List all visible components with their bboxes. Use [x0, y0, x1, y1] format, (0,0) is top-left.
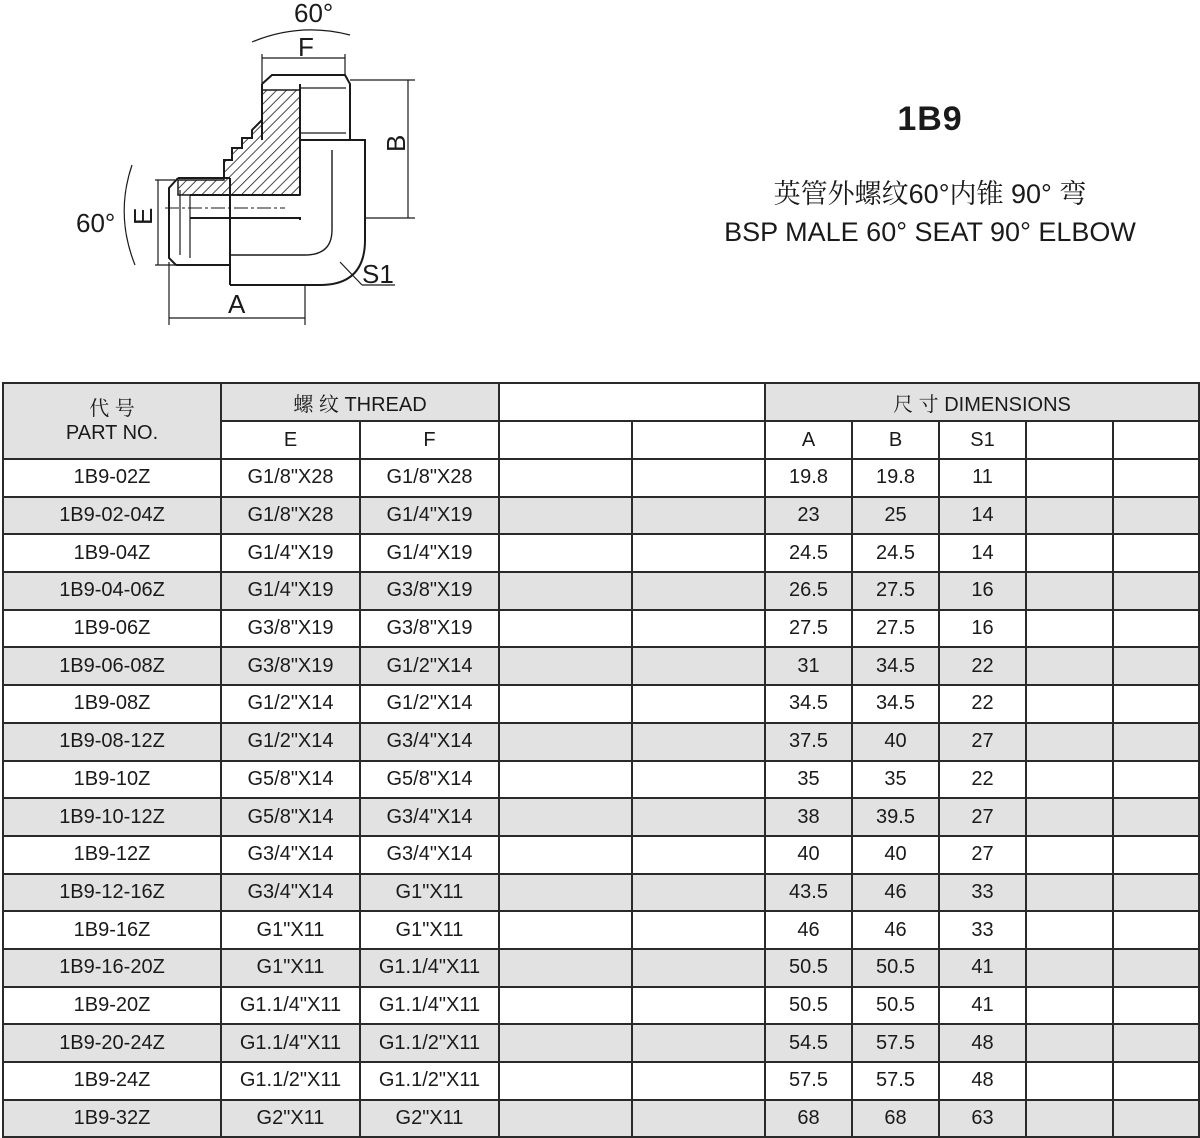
- cell-thread-e: G5/8"X14: [221, 761, 360, 799]
- header-blank-2: [632, 421, 765, 459]
- cell-blank: [632, 685, 765, 723]
- cell-part-number: 1B9-20Z: [3, 987, 221, 1025]
- cell-thread-e: G1/2"X14: [221, 723, 360, 761]
- cell-blank: [1113, 911, 1199, 949]
- cell-dim-s1: 14: [939, 497, 1026, 535]
- cell-dim-a: 40: [765, 836, 852, 874]
- cell-blank: [1113, 647, 1199, 685]
- cell-part-number: 1B9-08Z: [3, 685, 221, 723]
- cell-blank: [632, 911, 765, 949]
- cell-blank: [499, 836, 632, 874]
- cell-blank: [632, 1024, 765, 1062]
- header-part-english: PART NO.: [65, 422, 159, 444]
- table-row: [3, 1024, 1199, 1062]
- cell-blank: [1113, 836, 1199, 874]
- table-row: [3, 534, 1199, 572]
- cell-blank: [499, 987, 632, 1025]
- table-row: [3, 1062, 1199, 1100]
- specification-table: [2, 382, 1200, 1138]
- cell-blank: [1026, 987, 1113, 1025]
- cell-thread-e: G1/2"X14: [221, 685, 360, 723]
- cell-blank: [1026, 836, 1113, 874]
- table-row: [3, 987, 1199, 1025]
- cell-dim-a: 27.5: [765, 610, 852, 648]
- cell-dim-s1: 27: [939, 723, 1026, 761]
- cell-thread-f: G2"X11: [360, 1100, 499, 1138]
- cell-blank: [1026, 874, 1113, 912]
- cell-thread-e: G1/4"X19: [221, 572, 360, 610]
- cell-blank: [1113, 723, 1199, 761]
- cell-dim-b: 27.5: [852, 572, 939, 610]
- header-part-chinese: 代 号: [89, 398, 135, 420]
- dimension-label-f: F: [298, 32, 314, 62]
- cell-dim-b: 34.5: [852, 685, 939, 723]
- cell-blank: [499, 647, 632, 685]
- cell-blank: [632, 761, 765, 799]
- cell-dim-s1: 41: [939, 987, 1026, 1025]
- table-row: [3, 1100, 1199, 1138]
- cell-thread-f: G3/8"X19: [360, 572, 499, 610]
- cell-blank: [632, 836, 765, 874]
- cell-thread-e: G3/8"X19: [221, 610, 360, 648]
- cell-blank: [1026, 798, 1113, 836]
- cell-thread-f: G1.1/4"X11: [360, 949, 499, 987]
- table-row: [3, 761, 1199, 799]
- cell-blank: [1026, 1100, 1113, 1138]
- cell-blank: [1026, 572, 1113, 610]
- cell-blank: [499, 685, 632, 723]
- cell-blank: [1113, 497, 1199, 535]
- cell-blank: [632, 949, 765, 987]
- header-a: A: [765, 421, 852, 459]
- cell-dim-a: 19.8: [765, 459, 852, 497]
- header-blank-1: [499, 421, 632, 459]
- fitting-drawing: [0, 0, 440, 340]
- cell-thread-f: G1/2"X14: [360, 685, 499, 723]
- cell-thread-e: G1/8"X28: [221, 459, 360, 497]
- cell-dim-s1: 27: [939, 798, 1026, 836]
- table-row: [3, 685, 1199, 723]
- model-code: 1B9: [897, 100, 963, 138]
- cell-thread-e: G3/8"X19: [221, 647, 360, 685]
- cell-dim-a: 43.5: [765, 874, 852, 912]
- header-blank-group: [499, 383, 765, 421]
- cell-blank: [1113, 534, 1199, 572]
- cell-blank: [1026, 911, 1113, 949]
- table-row: [3, 911, 1199, 949]
- cell-part-number: 1B9-16Z: [3, 911, 221, 949]
- cell-thread-f: G1/4"X19: [360, 534, 499, 572]
- cell-thread-e: G2"X11: [221, 1100, 360, 1138]
- table-row: [3, 610, 1199, 648]
- cell-blank: [1026, 459, 1113, 497]
- cell-thread-f: G5/8"X14: [360, 761, 499, 799]
- cell-blank: [499, 723, 632, 761]
- subtitle-english: BSP MALE 60° SEAT 90° ELBOW: [724, 217, 1136, 247]
- section-hatch: [178, 90, 300, 195]
- cell-dim-s1: 11: [939, 459, 1026, 497]
- cell-dim-s1: 22: [939, 761, 1026, 799]
- cell-dim-s1: 48: [939, 1024, 1026, 1062]
- cell-dim-b: 25: [852, 497, 939, 535]
- cell-blank: [1113, 685, 1199, 723]
- table-row: [3, 459, 1199, 497]
- cell-blank: [1113, 1024, 1199, 1062]
- cell-dim-a: 38: [765, 798, 852, 836]
- cell-blank: [632, 723, 765, 761]
- cell-thread-f: G3/4"X14: [360, 836, 499, 874]
- table-body: [3, 459, 1199, 1137]
- cell-blank: [1026, 1062, 1113, 1100]
- cell-blank: [499, 572, 632, 610]
- cell-thread-f: G3/4"X14: [360, 798, 499, 836]
- cell-dim-s1: 27: [939, 836, 1026, 874]
- dimension-label-b: B: [381, 134, 411, 152]
- cell-part-number: 1B9-06-08Z: [3, 647, 221, 685]
- cell-blank: [632, 572, 765, 610]
- cell-dim-s1: 16: [939, 610, 1026, 648]
- cell-dim-b: 40: [852, 723, 939, 761]
- cell-dim-b: 39.5: [852, 798, 939, 836]
- cell-blank: [1026, 723, 1113, 761]
- cell-blank: [1113, 874, 1199, 912]
- cell-dim-b: 40: [852, 836, 939, 874]
- cell-blank: [1026, 610, 1113, 648]
- cell-part-number: 1B9-12-16Z: [3, 874, 221, 912]
- cell-dim-b: 46: [852, 874, 939, 912]
- cell-blank: [1113, 1062, 1199, 1100]
- table-row: [3, 497, 1199, 535]
- cell-thread-e: G3/4"X14: [221, 874, 360, 912]
- table-row: [3, 874, 1199, 912]
- cell-part-number: 1B9-02Z: [3, 459, 221, 497]
- cell-blank: [499, 911, 632, 949]
- cell-dim-a: 34.5: [765, 685, 852, 723]
- cell-dim-b: 50.5: [852, 987, 939, 1025]
- cell-blank: [1113, 761, 1199, 799]
- cell-blank: [499, 534, 632, 572]
- cell-dim-s1: 48: [939, 1062, 1026, 1100]
- cell-blank: [1113, 610, 1199, 648]
- table-row: [3, 798, 1199, 836]
- cell-dim-a: 50.5: [765, 949, 852, 987]
- header-part-number: [3, 383, 221, 459]
- cell-blank: [1113, 459, 1199, 497]
- header-thread: 螺 纹 THREAD: [221, 383, 499, 421]
- cell-blank: [499, 1062, 632, 1100]
- cell-dim-a: 37.5: [765, 723, 852, 761]
- cell-dim-s1: 33: [939, 874, 1026, 912]
- cell-part-number: 1B9-16-20Z: [3, 949, 221, 987]
- cell-thread-e: G1/4"X19: [221, 534, 360, 572]
- cell-blank: [1113, 1100, 1199, 1138]
- angle-label-top: 60°: [294, 0, 334, 28]
- cell-blank: [499, 798, 632, 836]
- header-blank-4: [1113, 421, 1199, 459]
- cell-blank: [632, 497, 765, 535]
- cell-part-number: 1B9-10Z: [3, 761, 221, 799]
- cell-part-number: 1B9-24Z: [3, 1062, 221, 1100]
- cell-blank: [499, 949, 632, 987]
- cell-part-number: 1B9-06Z: [3, 610, 221, 648]
- cell-blank: [499, 497, 632, 535]
- cell-blank: [1113, 949, 1199, 987]
- cell-dim-s1: 22: [939, 647, 1026, 685]
- cell-blank: [1026, 534, 1113, 572]
- cell-dim-s1: 14: [939, 534, 1026, 572]
- title-block: [640, 100, 1200, 251]
- cell-dim-b: 19.8: [852, 459, 939, 497]
- cell-dim-s1: 33: [939, 911, 1026, 949]
- cell-part-number: 1B9-32Z: [3, 1100, 221, 1138]
- cell-blank: [632, 987, 765, 1025]
- cell-blank: [1026, 647, 1113, 685]
- angle-label-left: 60°: [76, 208, 116, 238]
- cell-part-number: 1B9-08-12Z: [3, 723, 221, 761]
- cell-dim-a: 26.5: [765, 572, 852, 610]
- cell-blank: [632, 610, 765, 648]
- cell-dim-a: 23: [765, 497, 852, 535]
- cell-thread-f: G3/4"X14: [360, 723, 499, 761]
- dimension-label-e: E: [128, 207, 158, 225]
- cell-dim-b: 35: [852, 761, 939, 799]
- cell-thread-e: G1"X11: [221, 911, 360, 949]
- cell-blank: [499, 1024, 632, 1062]
- cell-dim-a: 54.5: [765, 1024, 852, 1062]
- cell-dim-s1: 41: [939, 949, 1026, 987]
- cell-dim-s1: 22: [939, 685, 1026, 723]
- cell-blank: [1113, 798, 1199, 836]
- header-s1: S1: [939, 421, 1026, 459]
- header-b: B: [852, 421, 939, 459]
- cell-dim-b: 24.5: [852, 534, 939, 572]
- cell-dim-b: 68: [852, 1100, 939, 1138]
- cell-dim-a: 57.5: [765, 1062, 852, 1100]
- cell-part-number: 1B9-10-12Z: [3, 798, 221, 836]
- cell-thread-f: G3/8"X19: [360, 610, 499, 648]
- cell-dim-a: 31: [765, 647, 852, 685]
- cell-blank: [632, 647, 765, 685]
- cell-blank: [499, 874, 632, 912]
- cell-thread-f: G1/2"X14: [360, 647, 499, 685]
- cell-blank: [632, 798, 765, 836]
- table-row: [3, 723, 1199, 761]
- cell-blank: [499, 1100, 632, 1138]
- cell-blank: [632, 1100, 765, 1138]
- table-row: [3, 647, 1199, 685]
- table-row: [3, 572, 1199, 610]
- cell-part-number: 1B9-04-06Z: [3, 572, 221, 610]
- cell-dim-s1: 16: [939, 572, 1026, 610]
- cell-thread-f: G1.1/2"X11: [360, 1024, 499, 1062]
- cell-blank: [499, 761, 632, 799]
- cell-blank: [1113, 987, 1199, 1025]
- cell-thread-f: G1.1/2"X11: [360, 1062, 499, 1100]
- cell-dim-b: 34.5: [852, 647, 939, 685]
- cell-blank: [1026, 1024, 1113, 1062]
- cell-thread-e: G5/8"X14: [221, 798, 360, 836]
- cell-dim-b: 27.5: [852, 610, 939, 648]
- cell-part-number: 1B9-04Z: [3, 534, 221, 572]
- cell-dim-b: 50.5: [852, 949, 939, 987]
- cell-thread-f: G1"X11: [360, 911, 499, 949]
- cell-blank: [632, 1062, 765, 1100]
- cell-dim-b: 46: [852, 911, 939, 949]
- header-f: F: [360, 421, 499, 459]
- cell-blank: [632, 874, 765, 912]
- cell-thread-f: G1"X11: [360, 874, 499, 912]
- cell-dim-a: 24.5: [765, 534, 852, 572]
- cell-part-number: 1B9-20-24Z: [3, 1024, 221, 1062]
- cell-thread-e: G1"X11: [221, 949, 360, 987]
- table-row: [3, 836, 1199, 874]
- cell-dim-a: 35: [765, 761, 852, 799]
- cell-thread-f: G1/8"X28: [360, 459, 499, 497]
- cell-part-number: 1B9-12Z: [3, 836, 221, 874]
- cell-blank: [1026, 949, 1113, 987]
- cell-thread-f: G1/4"X19: [360, 497, 499, 535]
- cell-thread-e: G1.1/4"X11: [221, 1024, 360, 1062]
- cell-dim-a: 46: [765, 911, 852, 949]
- cell-blank: [1113, 572, 1199, 610]
- table-row: [3, 949, 1199, 987]
- cell-dim-b: 57.5: [852, 1024, 939, 1062]
- cell-thread-e: G1.1/4"X11: [221, 987, 360, 1025]
- subtitle-chinese: 英管外螺纹60°内锥 90° 弯: [773, 179, 1087, 209]
- cell-dim-b: 57.5: [852, 1062, 939, 1100]
- cell-thread-e: G1/8"X28: [221, 497, 360, 535]
- header-dimensions: 尺 寸 DIMENSIONS: [765, 383, 1199, 421]
- dimension-label-s1: S1: [362, 259, 394, 289]
- cell-blank: [1026, 685, 1113, 723]
- cell-blank: [1026, 497, 1113, 535]
- cell-dim-a: 50.5: [765, 987, 852, 1025]
- cell-blank: [632, 534, 765, 572]
- cell-dim-a: 68: [765, 1100, 852, 1138]
- cell-part-number: 1B9-02-04Z: [3, 497, 221, 535]
- cell-thread-e: G3/4"X14: [221, 836, 360, 874]
- header-blank-3: [1026, 421, 1113, 459]
- cell-blank: [632, 459, 765, 497]
- cell-blank: [499, 610, 632, 648]
- cell-blank: [1026, 761, 1113, 799]
- cell-dim-s1: 63: [939, 1100, 1026, 1138]
- cell-blank: [499, 459, 632, 497]
- cell-thread-e: G1.1/2"X11: [221, 1062, 360, 1100]
- cell-thread-f: G1.1/4"X11: [360, 987, 499, 1025]
- header-e: E: [221, 421, 360, 459]
- dimension-label-a: A: [228, 289, 246, 319]
